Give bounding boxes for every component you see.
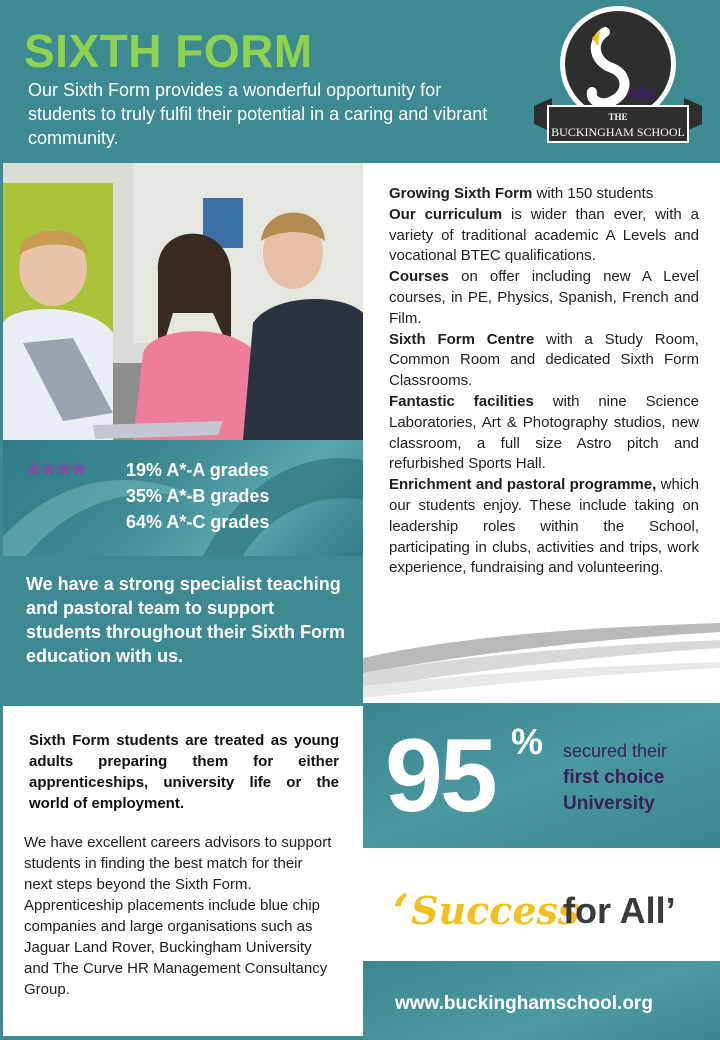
slogan-open-quote: ‘: [393, 884, 410, 938]
info-item: Courses on offer including new A Level courses, in PE, Physics, Spanish, French and Film.: [389, 268, 699, 327]
info-item: Enrichment and pastoral programme, which our students enjoy. These include taking on leadership roles within the School, participating in clubs, activities and trips, work experience, fundraising and volunteering.: [389, 476, 699, 577]
info-item: Sixth Form Centre with a Study Room, Common Room and dedicated Sixth Form Classrooms.: [389, 330, 699, 390]
slogan-success: Success: [411, 888, 580, 933]
star-rating: ****: [27, 456, 88, 494]
slogan-panel: [363, 848, 720, 961]
intro-text: Our Sixth Form provides a wonderful opportunity for students to truly fulfil their potential in a caring and vibrant community.: [28, 80, 488, 148]
logo-line2: BUCKINGHAM SCHOOL: [551, 125, 685, 139]
grade-a-star-b: 35% A*-B grades: [126, 486, 270, 506]
info-list: [389, 184, 699, 579]
swan-crest-icon: [530, 2, 706, 152]
school-logo: [530, 2, 706, 152]
stat-caption-line1: secured their: [563, 741, 668, 761]
treated-statement: Sixth Form students are treated as young adults preparing them for either apprenticeships, university life or the world of employment.: [29, 732, 339, 812]
info-item: Fantastic facilities with nine Science Laboratories, Art & Photography studios, new classroom, a full size Astro pitch and refurbished Sports Hall.: [389, 392, 699, 473]
careers-panel: [3, 706, 363, 1036]
stat-number: 95: [385, 718, 495, 834]
stat-percent: %: [511, 721, 544, 762]
students-photo: [3, 163, 363, 440]
careers-text: We have excellent careers advisors to support students in finding the best match for their next steps beyond the Sixth Form. Apprenticeship placements include blue chip companies and large organisations such as Jaguar Land Rover, Buckingham University and The Curve HR Management Consultancy Group.: [24, 834, 332, 998]
info-item: Our curriculum is wider than ever, with a variety of traditional academic A Levels and vocational BTEC qualifications.: [389, 205, 699, 265]
logo-line1: THE: [608, 112, 628, 122]
info-panel: [363, 163, 720, 703]
website-panel: [363, 961, 720, 1040]
university-stat-panel: [363, 703, 720, 848]
grade-a-star-c: 64% A*-C grades: [126, 512, 270, 532]
page-title: SIXTH FORM: [24, 25, 313, 77]
info-item: Growing Sixth Form with 150 students: [389, 185, 654, 202]
stat-caption-line2: first choice University: [563, 767, 665, 814]
grades-panel: [3, 440, 363, 556]
website-link[interactable]: www.buckinghamschool.org: [395, 993, 653, 1014]
team-statement: We have a strong specialist teaching and pastoral team to support students throughout their Sixth Form education with us.: [26, 574, 345, 666]
slogan-for-all: for All’: [563, 890, 676, 931]
decorative-swoosh: [363, 618, 720, 703]
grade-a-star-a: 19% A*-A grades: [126, 460, 269, 480]
